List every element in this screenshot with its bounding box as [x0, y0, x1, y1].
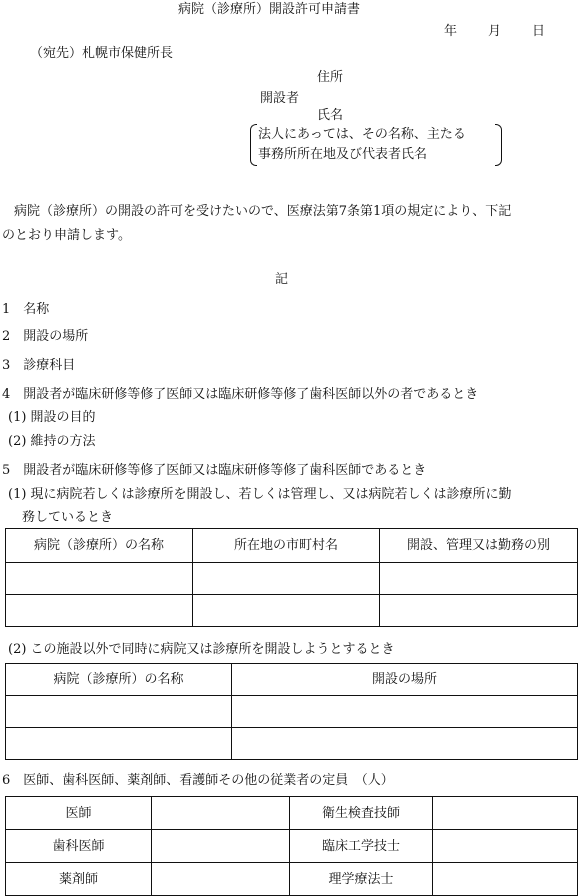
staff-quota-table: [5, 796, 578, 896]
staff-count-clinical-engineer[interactable]: [433, 830, 578, 863]
staff-count-dentist[interactable]: [152, 830, 290, 863]
table1-cell[interactable]: [6, 595, 193, 627]
staff-label-lab-technician: 衛生検査技師: [290, 797, 433, 830]
table1-header-municipality: 所在地の市町村名: [193, 529, 380, 563]
table1-cell[interactable]: [380, 595, 578, 627]
applicant-label: 開設者: [260, 91, 300, 106]
addressee: （宛先）札幌市保健所長: [30, 46, 174, 61]
corporation-note-line1: 法人にあっては、その名称、主たる: [258, 127, 466, 142]
name-label: 氏名: [317, 108, 344, 123]
item-4-1-purpose: (1) 開設の目的: [8, 410, 96, 425]
staff-count-lab-technician[interactable]: [433, 797, 578, 830]
table1-cell[interactable]: [380, 563, 578, 595]
table2-cell[interactable]: [232, 696, 578, 728]
concurrent-facility-table: [5, 663, 578, 760]
table2-cell[interactable]: [232, 728, 578, 760]
staff-label-pharmacist: 薬剤師: [6, 863, 152, 896]
item-4-heading: 4 開設者が臨床研修等修了医師又は臨床研修等修了歯科医師以外の者であるとき: [2, 387, 479, 402]
ki-heading: 記: [275, 272, 289, 287]
staff-label-dentist: 歯科医師: [6, 830, 152, 863]
item-3-departments: 3 診療科目: [2, 358, 76, 373]
item-5-1-line1: (1) 現に病院若しくは診療所を開設し、若しくは管理し、又は病院若しくは診療所に勤: [8, 487, 512, 502]
address-label: 住所: [317, 70, 344, 85]
staff-label-physical-therapist: 理学療法士: [290, 863, 433, 896]
table2-header-name: 病院（診療所）の名称: [6, 664, 232, 696]
application-paragraph-line1: 病院（診療所）の開設の許可を受けたいので、医療法第7条第1項の規定により、下記: [14, 204, 512, 219]
item-5-heading: 5 開設者が臨床研修等修了医師又は臨床研修等修了歯科医師であるとき: [2, 463, 427, 478]
date-year-label: 年: [444, 24, 458, 39]
right-bracket: [495, 124, 502, 166]
item-5-2-heading: (2) この施設以外で同時に病院又は診療所を開設しようとするとき: [8, 642, 395, 657]
table2-cell[interactable]: [6, 696, 232, 728]
item-2-location: 2 開設の場所: [2, 329, 89, 344]
left-bracket: [250, 124, 257, 166]
table1-cell[interactable]: [193, 563, 380, 595]
item-1-name: 1 名称: [2, 302, 50, 317]
table1-header-name: 病院（診療所）の名称: [6, 529, 193, 563]
staff-label-clinical-engineer: 臨床工学技士: [290, 830, 433, 863]
staff-label-physician: 医師: [6, 797, 152, 830]
form-title: 病院（診療所）開設許可申請書: [178, 2, 361, 17]
staff-count-physician[interactable]: [152, 797, 290, 830]
staff-count-physical-therapist[interactable]: [433, 863, 578, 896]
current-facility-table: [5, 528, 578, 627]
item-6-heading: 6 医師、歯科医師、薬剤師、看護師その他の従業者の定員 （人）: [2, 773, 394, 788]
staff-count-pharmacist[interactable]: [152, 863, 290, 896]
table2-cell[interactable]: [6, 728, 232, 760]
application-paragraph-line2: のとおり申請します。: [2, 228, 131, 243]
table1-header-role: 開設、管理又は勤務の別: [380, 529, 578, 563]
item-4-2-maintenance: (2) 維持の方法: [8, 434, 96, 449]
date-month-label: 月: [488, 24, 502, 39]
corporation-note-line2: 事務所所在地及び代表者氏名: [258, 147, 428, 162]
item-5-1-line2: 務しているとき: [22, 510, 114, 525]
table2-header-location: 開設の場所: [232, 664, 578, 696]
table1-cell[interactable]: [193, 595, 380, 627]
date-day-label: 日: [532, 24, 546, 39]
table1-cell[interactable]: [6, 563, 193, 595]
